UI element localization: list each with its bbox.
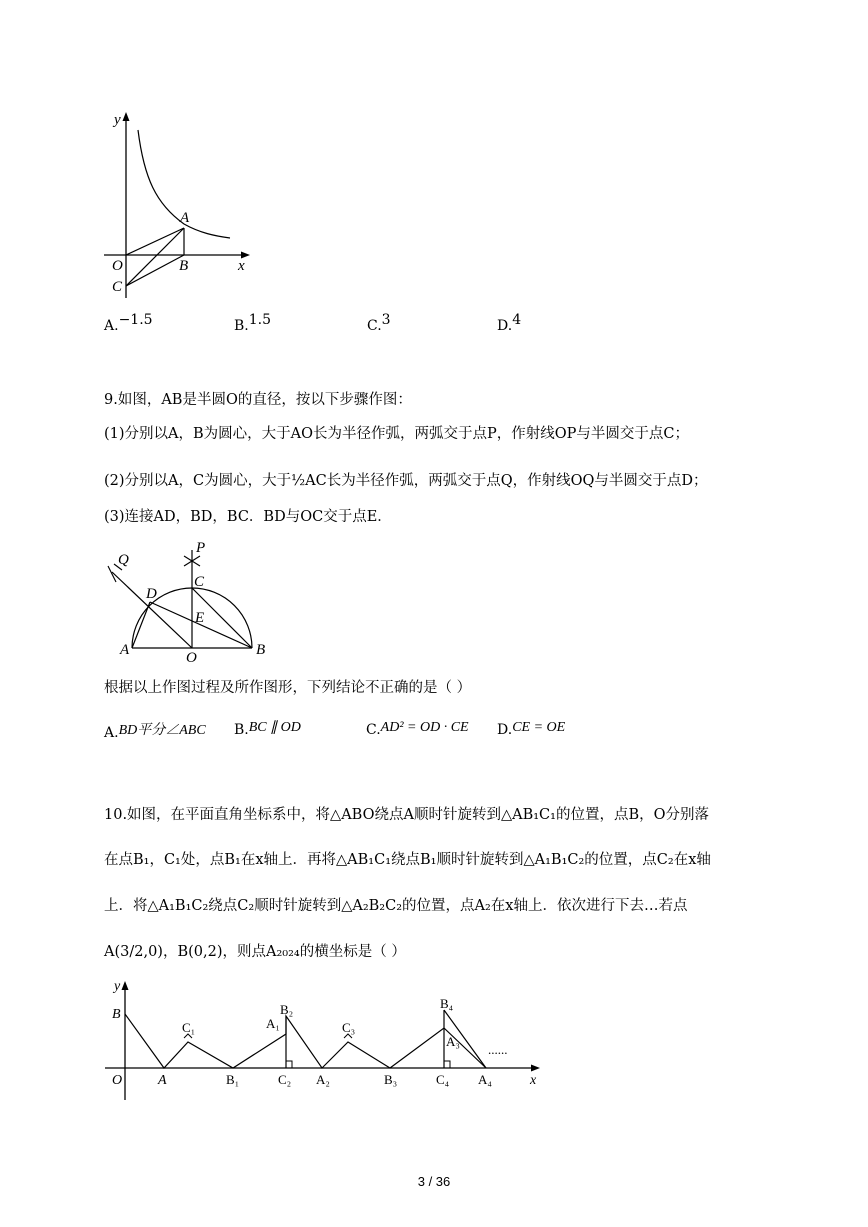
q8-label-a: A (180, 210, 190, 226)
q10-label-o: O (112, 1073, 123, 1088)
q9-label-q: Q (118, 552, 129, 568)
q9-label-c: C (194, 574, 205, 590)
q10-label-y: y (114, 979, 121, 994)
q9-label-e: E (195, 610, 205, 626)
q8-label-b: B (179, 258, 189, 274)
q10-label-x: x (530, 1073, 537, 1088)
q9-step1: (1)分别以A，B为圆心，大于AO长为半径作弧，两弧交于点P，作射线OP与半圆交于点C； (104, 426, 690, 442)
q10-line1: 10.如图，在平面直角坐标系中，将△ABO绕点A顺时针旋转到△AB₁C₁的位置，点B，O分别落 (104, 807, 710, 823)
q9-step2: (2)分别以A，C为圆心，大于½AC长为半径作弧，两弧交于点Q，作射线OQ与半圆交于点D； (104, 473, 708, 489)
q9-question: 根据以上作图过程及所作图形，下列结论不正确的是（ ） (104, 680, 472, 696)
q8-graph (100, 108, 260, 308)
q8-label-c: C (112, 279, 123, 295)
q10-label-c1: C₁ (182, 1020, 196, 1035)
q10-label-a: A (158, 1073, 167, 1088)
q9-stem: 9.如图，AB是半圆O的直径，按以下步骤作图： (104, 392, 412, 408)
q10-label-b: B (112, 1007, 121, 1022)
q8-label-o: O (112, 258, 123, 274)
q10-label-b3: B₃ (384, 1072, 398, 1087)
q8-option-d[interactable]: D.4 (497, 312, 522, 334)
q8-option-b[interactable]: B.1.5 (234, 312, 272, 334)
q10-line3: 上．将△A₁B₁C₂绕点C₂顺时针旋转到△A₂B₂C₂的位置，点A₂在x轴上．依次进行下去…若点 (104, 898, 688, 914)
q8-label-y: y (114, 112, 121, 128)
q9-option-a[interactable]: A.BD平分∠ABC (104, 723, 206, 741)
q10-label-dots: ...... (488, 1042, 508, 1057)
q10-label-b4: B₄ (440, 996, 454, 1011)
q10-figure (100, 976, 545, 1104)
q10-line2: 在点B₁，C₁处，点B₁在x轴上．再将△AB₁C₁绕点B₁顺时针旋转到△A₁B₁C₂的位置，点C₂在x轴 (104, 852, 711, 868)
q9-label-b: B (256, 642, 266, 658)
q10-label-a3: A₃ (446, 1034, 460, 1049)
q9-figure (100, 536, 275, 666)
q10-label-c4: C₄ (436, 1072, 450, 1087)
q10-label-b2: B₂ (280, 1002, 294, 1017)
q10-line4: A(3/2,0)，B(0,2)，则点A₂₀₂₄的横坐标是（ ） (104, 944, 406, 960)
q10-label-b1: B₁ (226, 1072, 240, 1087)
q10-label-c3: C₃ (342, 1020, 356, 1035)
q9-option-b[interactable]: B.BC ∥ OD (234, 720, 301, 738)
q9-label-o: O (186, 650, 197, 666)
q10-label-a4: A₄ (478, 1072, 492, 1087)
q10-label-a2: A₂ (316, 1072, 330, 1087)
q8-option-a[interactable]: A.−1.5 (104, 312, 153, 334)
page-number: 3 / 36 (417, 1174, 451, 1189)
q9-label-p: P (196, 540, 206, 556)
q10-label-c2: C₂ (278, 1072, 292, 1087)
q8-label-x: x (238, 258, 245, 274)
q9-label-d: D (146, 586, 157, 602)
q8-option-c[interactable]: C.3 (367, 312, 391, 334)
q9-step3: (3)连接AD，BD，BC．BD与OC交于点E． (104, 509, 392, 525)
q10-label-a1: A₁ (266, 1016, 280, 1031)
q9-label-a: A (120, 642, 130, 658)
q9-option-d[interactable]: D.CE = OE (497, 720, 566, 738)
q9-option-c[interactable]: C.AD² = OD · CE (366, 720, 469, 738)
